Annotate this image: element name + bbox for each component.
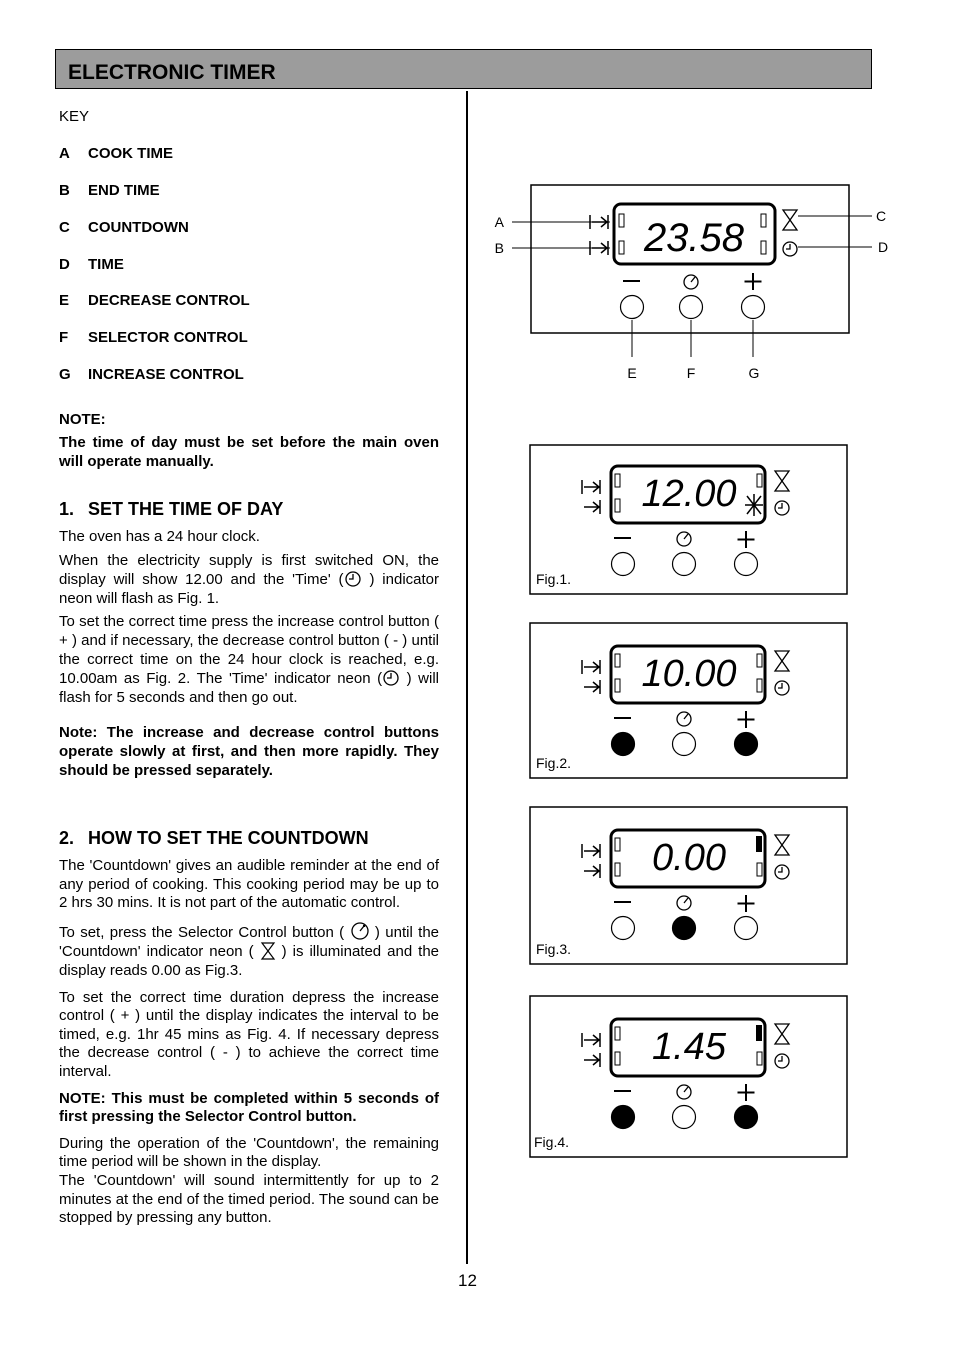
label-d: D xyxy=(878,239,889,255)
selector-icon xyxy=(350,921,370,941)
increase-button xyxy=(735,1106,758,1129)
key-item-a: A COOK TIME xyxy=(59,145,173,162)
section2-text: The 'Countdown' gives an audible reminder at the end of any period of cooking. This cooking period may be up to 2 hrs 30 mins. It is not part of the automatic control. To set, press the Selector Control button ( ) until the 'Countdown' indicator neon ( ) is illuminated and the display reads 0.00 as Fig.3. To set the correct time duration depress the increase control ( + ) until the display indicates the interval to be timed, e.g. 1hr 45 mins as Fig. 4. If necessary depress the decrease control ( - ) to achieve the correct time interval. NOTE: This must be completed within 5 seconds of first pressing the Selector Control button. During the operation of the 'Countdown', the remaining time period will be shown in the display. The 'Countdown' will sound intermittently for up to 2 minutes at the end of the timed period. The sound can be stopped by pressing any button. xyxy=(59,857,440,1227)
section1-text: The oven has a 24 hour clock. When the electricity supply is first switched ON, the display will show 12.00 and the 'Time' ( ) indicator neon will flash as Fig. 1. To set the correct time press the increase control button ( + ) and if necessary, the decrease control button ( - ) until the correct time on the 24 hour clock is reached, e.g. 10.00am as Fig. 2. The 'Time' indicator neon ( ) will flash for 5 seconds and then go out. Note: The increase and decrease control buttons operate slowly at first, and then more rapidly. They should be pressed separately. xyxy=(59,528,439,779)
clock-icon xyxy=(344,570,362,588)
hourglass-icon xyxy=(260,942,276,960)
note-text: The time of day must be set before the main oven will operate manually. xyxy=(59,434,439,470)
key-item-g: G INCREASE CONTROL xyxy=(59,366,244,383)
timer-key-diagram xyxy=(480,180,910,390)
timer-display: 0.00 xyxy=(652,837,726,879)
selector-button xyxy=(673,917,696,940)
section2-heading: 2. HOW TO SET THE COUNTDOWN xyxy=(59,828,369,848)
selector-button xyxy=(673,1106,696,1129)
page-number: 12 xyxy=(458,1271,477,1290)
selector-button xyxy=(680,296,703,319)
increase-button xyxy=(735,733,758,756)
decrease-button xyxy=(612,1106,635,1129)
timer-display: 10.00 xyxy=(641,653,737,695)
section1-heading: 1. SET THE TIME OF DAY xyxy=(59,499,284,519)
increase-button xyxy=(735,553,758,576)
figure-caption: Fig.1. xyxy=(536,571,572,587)
figure-caption: Fig.2. xyxy=(536,755,572,771)
decrease-button xyxy=(612,733,635,756)
label-b: B xyxy=(494,240,504,256)
key-item-e: E DECREASE CONTROL xyxy=(59,292,250,309)
clock-icon xyxy=(382,669,400,687)
increase-button xyxy=(735,917,758,940)
timer-display: 12.00 xyxy=(641,473,737,515)
label-c: C xyxy=(876,208,887,224)
figure-2 xyxy=(529,622,849,780)
key-item-d: D TIME xyxy=(59,256,124,273)
key-heading: KEY xyxy=(59,108,90,125)
key-item-f: F SELECTOR CONTROL xyxy=(59,329,248,346)
label-f: F xyxy=(686,365,696,381)
main-display: 23.58 xyxy=(643,216,745,260)
decrease-button xyxy=(621,296,644,319)
label-e: E xyxy=(627,365,637,381)
note-heading: NOTE: xyxy=(59,411,106,428)
column-divider xyxy=(466,91,468,1264)
selector-button xyxy=(673,733,696,756)
figure-4 xyxy=(529,995,849,1159)
increase-button xyxy=(742,296,765,319)
figure-caption: Fig.4. xyxy=(534,1134,570,1150)
decrease-button xyxy=(612,917,635,940)
label-g: G xyxy=(748,365,760,381)
figure-3 xyxy=(529,806,849,966)
decrease-button xyxy=(612,553,635,576)
selector-button xyxy=(673,553,696,576)
label-a: A xyxy=(494,214,504,230)
page-title: ELECTRONIC TIMER xyxy=(68,61,276,84)
key-item-b: B END TIME xyxy=(59,182,160,199)
timer-display: 1.45 xyxy=(652,1026,726,1068)
figure-1 xyxy=(529,444,849,596)
title-bar xyxy=(55,49,872,89)
key-item-c: C COUNTDOWN xyxy=(59,219,189,236)
figure-caption: Fig.3. xyxy=(536,941,572,957)
